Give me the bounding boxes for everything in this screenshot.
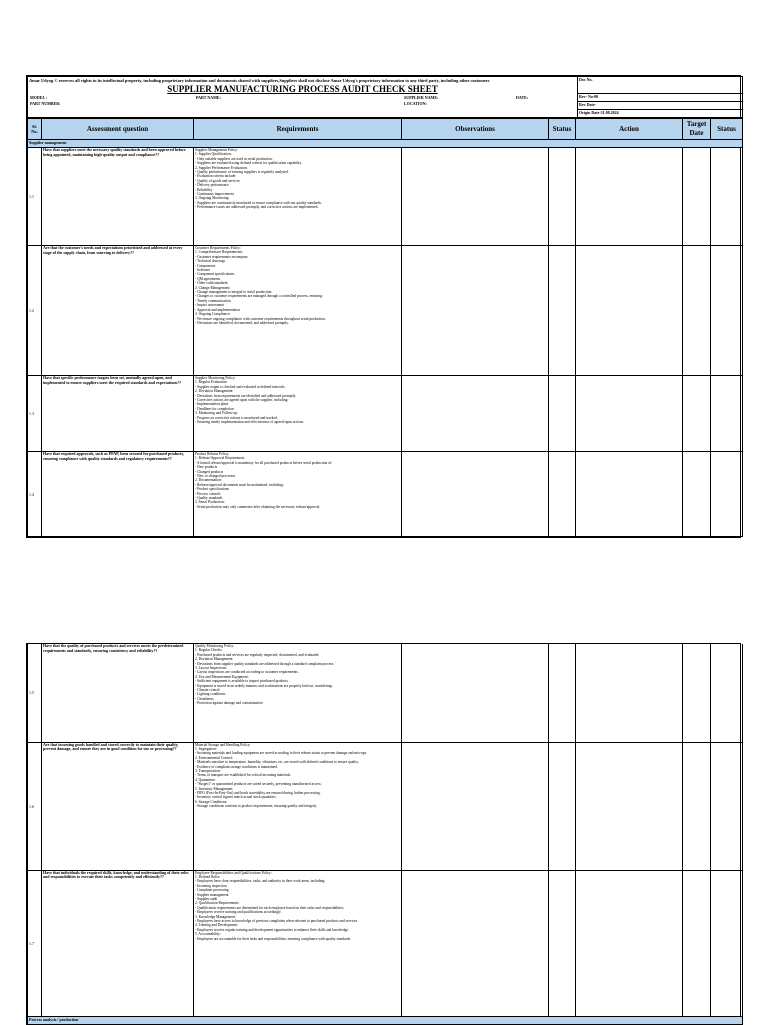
col-sl-no: Sl. No. <box>28 119 42 140</box>
status-cell[interactable] <box>549 452 576 537</box>
observation-cell[interactable] <box>402 148 549 246</box>
rev-no: Rev- No-00 <box>578 94 742 102</box>
status-cell[interactable] <box>549 644 576 742</box>
checklist-table-page-1 <box>27 118 743 537</box>
row-sl: 1.5 <box>28 644 42 742</box>
col-action: Action <box>576 119 683 140</box>
status-cell[interactable] <box>549 376 576 452</box>
status-2-cell[interactable] <box>711 742 743 870</box>
status-cell[interactable] <box>549 870 576 1016</box>
status-cell[interactable] <box>549 246 576 376</box>
row-requirements: Supplier Management Policy: 1. Supplier Qualification: - Only suitable suppliers are used in serial production. - Suppliers are evaluated using defined criteria for qualification capability. 2. Supplier Performance Evaluation: - Quality performance of existing suppliers is regularly analyzed. - Evaluation criteria include: - Quality of goods and services - Delivery performance - Reliability - Continuous improvement 3. Ongoing Monitoring: - Suppliers are continuously monitored to ensure compliance with our quality standards. - Performance issues are addressed promptly, and corrective actions are implemented. <box>194 148 402 246</box>
section-supplier-management: Supplier management <box>28 140 743 148</box>
audit-sheet-page-1 <box>26 75 741 538</box>
row-sl: 1.3 <box>28 376 42 452</box>
audit-sheet-page-2 <box>26 643 741 1025</box>
row-question: Are that the customer's needs and expectations prioritized and addressed at every stage of the supply chain, from sourcing to delivery?? <box>42 246 194 376</box>
action-cell[interactable] <box>576 148 683 246</box>
status-2-cell[interactable] <box>711 452 743 537</box>
table-row <box>28 742 743 870</box>
row-question: Are that incoming goods handled and stored correctly to maintain their quality, prevent damage, and ensure they are in good condition for use or processing?? <box>42 742 194 870</box>
row-sl: 1.1 <box>28 148 42 246</box>
row-question: Have that the quality of purchased products and services meets the predetermined requirements and standards, ensuring consistency and reliability?? <box>42 644 194 742</box>
model-label: MODEL : <box>30 95 48 100</box>
target-date-cell[interactable] <box>683 148 711 246</box>
date-label: DATE: <box>516 95 529 100</box>
action-cell[interactable] <box>576 870 683 1016</box>
col-target-date: Target Date <box>683 119 711 140</box>
action-cell[interactable] <box>576 246 683 376</box>
row-requirements: Product Release Policy: 1. Release/Approval Requirement: - A formal release/approval is mandatory for all purchased products before serial production of: - New products - Changed products - New or changed processes 2. Documentation: - Release/approval documents must be maintained, including: - Product specifications - Process controls - Quality standards 3. Serial Production: - Serial production may only commence after obtaining the necessary release/approval. <box>194 452 402 537</box>
row-question: Have that specific performance targets been set, mutually agreed upon, and implemented to ensure suppliers meet the required standards and expectations?? <box>42 376 194 452</box>
action-cell[interactable] <box>576 644 683 742</box>
row-requirements: Material Storage and Handling Policy: 1. Segregation: - Incoming materials and loading equipment are stored according to their release status to prevent damage and mix-ups. 2. Environmental Control: - Materials sensitive to temperature, humidity, vibrations, etc. are stored with defined conditions to ensure quality. - Evidence of compliant storage conditions is maintained. 3. Transportation: - Terms of transport are established for critical incoming materials. 4. Quarantine: - "Suspect" or quarantined products are stored securely, preventing unauthorized access. 5. Inventory Management: - FIFO (First-In-First-Out) and batch traceability are ensured during further processing. - Inventory control figures match actual stock quantities. 6. Storage Conditions: - Storage conditions conform to product requirements, ensuring quality and integrity. <box>194 742 402 870</box>
col-observations: Observations <box>402 119 549 140</box>
status-cell[interactable] <box>549 742 576 870</box>
row-sl: 1.4 <box>28 452 42 537</box>
col-status: Status <box>549 119 576 140</box>
col-assessment-question: Assessment question <box>42 119 194 140</box>
status-2-cell[interactable] <box>711 376 743 452</box>
col-requirements: Requirements <box>194 119 402 140</box>
action-cell[interactable] <box>576 376 683 452</box>
target-date-cell[interactable] <box>683 870 711 1016</box>
section-process-analysis: Process analysis / production <box>28 1016 743 1024</box>
action-cell[interactable] <box>576 742 683 870</box>
header-table <box>27 76 743 118</box>
target-date-cell[interactable] <box>683 742 711 870</box>
origin-date: Origin Date-31.08.2024 <box>578 110 742 118</box>
observation-cell[interactable] <box>402 644 549 742</box>
row-sl: 1.7 <box>28 870 42 1016</box>
table-row <box>28 376 743 452</box>
table-row <box>28 148 743 246</box>
row-sl: 1.2 <box>28 246 42 376</box>
col-status-2: Status <box>711 119 743 140</box>
row-sl: 1.6 <box>28 742 42 870</box>
observation-cell[interactable] <box>402 742 549 870</box>
action-cell[interactable] <box>576 452 683 537</box>
part-name-label: PART NAME: <box>196 95 221 100</box>
target-date-cell[interactable] <box>683 452 711 537</box>
row-question: Have that individuals the required skills, knowledge, and understanding of their roles and responsibilities to execute their tasks competently and efficiently?? <box>42 870 194 1016</box>
status-2-cell[interactable] <box>711 870 743 1016</box>
observation-cell[interactable] <box>402 246 549 376</box>
page-title: SUPPLIER MANUFACTURING PROCESS AUDIT CHECK SHEET <box>167 84 438 94</box>
row-requirements: Employee Responsibilities and Qualifications Policy: 1. Defined Roles: - Employees have clear responsibilities, tasks, and authority in their work areas, including: - Incoming inspection - Complaint processing - Supplier management - Supplier audit 2. Qualification Requirements: - Qualification requirements are determined for each employee based on their tasks and responsibilities. - Employees receive training and qualifications accordingly. 3. Knowledge Management: - Employees have access to knowledge of previous complaints when relevant to purchased products and services. 4. Training and Development: - Employees receive regular training and development opportunities to enhance their skills and knowledge. 5. Accountability: - Employees are accountable for their tasks and responsibilities, ensuring compliance with quality standards. <box>194 870 402 1016</box>
observation-cell[interactable] <box>402 452 549 537</box>
observation-cell[interactable] <box>402 376 549 452</box>
target-date-cell[interactable] <box>683 376 711 452</box>
table-row <box>28 870 743 1016</box>
table-row <box>28 246 743 376</box>
status-cell[interactable] <box>549 148 576 246</box>
target-date-cell[interactable] <box>683 246 711 376</box>
row-question: Have that required approvals, such as PPAP, been secured for purchased products, ensuring compliance with quality standards and regulatory requirements?? <box>42 452 194 537</box>
ip-notice: Amar Udyog © reserves all rights to its intellectual property, including proprietary information and documents shared with suppliers,Suppliers shall not disclose Amar Udyog's proprietary information to any third party, including other customers <box>29 78 490 83</box>
location-label: LOCATION: <box>404 101 427 106</box>
table-row <box>28 644 743 742</box>
table-row <box>28 452 743 537</box>
rev-date: Rev Date- <box>578 102 742 110</box>
status-2-cell[interactable] <box>711 148 743 246</box>
row-requirements: Supplier Monitoring Policy: 1. Regular Evaluation: - Supplier output is checked and evaluated at defined intervals. 2. Deviation Management: - Deviations from requirements are identified and addressed promptly. - Corrective actions are agreed upon with the supplier, including: - Implementation plans - Deadlines for completion 3. Monitoring and Follow-up: - Progress on corrective actions is monitored and tracked. - Ensuring timely implementation and effectiveness of agreed-upon actions. <box>194 376 402 452</box>
part-number-label: PART NUMBER: <box>30 101 61 106</box>
row-question: Have that suppliers meet the necessary quality standards and been approved before being appointed, maintaining high-quality output and compliance?? <box>42 148 194 246</box>
row-requirements: Quality Monitoring Policy: 1. Regular Checks: - Purchased products and services are regularly inspected, documented, and evaluated. 2. Deviation Management: - Deviations from supplier quality standards are addressed through a standard complaint process. 3. Layout Inspections: - Layout inspections are conducted according to customer requirements. 4. Test and Measurement Equipment: - Sufficient equipment is available to inspect purchased products. - Equipment is stored in an orderly manner, and workstations are properly laid out, considering: - Climate control - Lighting conditions - Cleanliness - Protection against damage and contamination <box>194 644 402 742</box>
doc-no: Doc No. <box>578 77 742 94</box>
supplier-name-label: SUPPLIER NAME: <box>404 95 439 100</box>
row-requirements: Customer Requirements Policy: 1. Comprehensive Requirements: - Customer requirements encompass: - Technical drawings - Components - Software - Component specifications - QM agreements - Other valid standards 2. Change Management: - Change management is integral to serial production. - Changes to customer requirements are managed through a controlled process, ensuring: - Timely communication - Impact assessment - Approval and implementation 3. Ongoing Compliance: - We ensure ongoing compliance with customer requirements throughout serial production. - Deviations are identified, documented, and addressed promptly. <box>194 246 402 376</box>
status-2-cell[interactable] <box>711 246 743 376</box>
status-2-cell[interactable] <box>711 644 743 742</box>
target-date-cell[interactable] <box>683 644 711 742</box>
checklist-table-page-2 <box>27 644 743 1025</box>
observation-cell[interactable] <box>402 870 549 1016</box>
